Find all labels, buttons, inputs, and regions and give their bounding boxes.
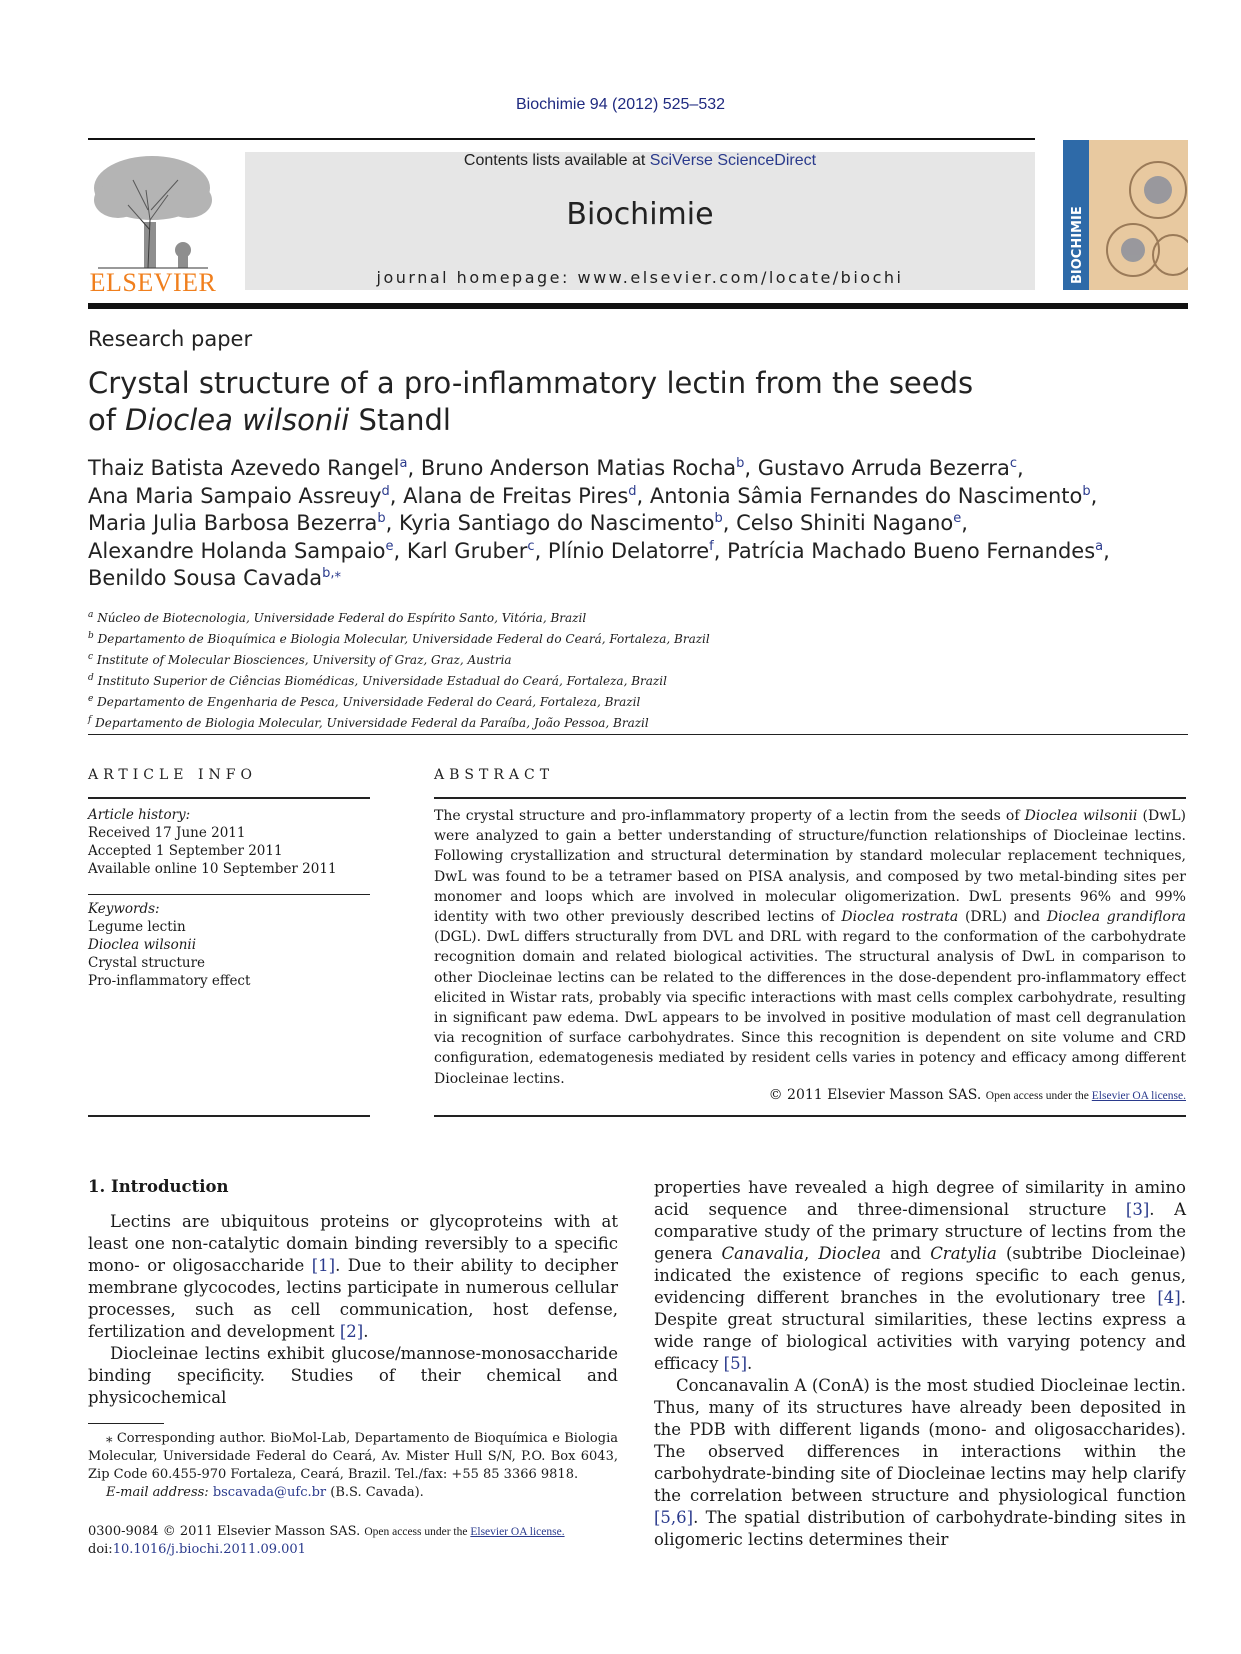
oa-license-link[interactable]: Elsevier OA license.: [1091, 1090, 1186, 1102]
email-link[interactable]: bscavada@ufc.br: [212, 1485, 327, 1500]
author: Antonia Sâmia Fernandes do Nascimento$^b$: [649, 483, 1091, 508]
author: Patrícia Machado Bueno Fernandes$^a$: [727, 538, 1104, 563]
article-info-bottom-rule: [88, 1115, 370, 1117]
reference-link[interactable]: [3]: [1125, 1200, 1150, 1219]
cover-spine-text: BIOCHIMIE: [1070, 206, 1085, 284]
keywords-rule: [88, 894, 370, 895]
paragraph: Diocleinae lectins exhibit glucose/mannose-monosaccharide binding specificity. Studies of their chemical and physicochemical: [88, 1344, 618, 1407]
issn-copyright: 0300-9084 © 2011 Elsevier Masson SAS.: [88, 1524, 365, 1539]
reference-link[interactable]: [5]: [723, 1354, 748, 1373]
received-date: Received 17 June 2011: [88, 825, 246, 841]
author: Alexandre Holanda Sampaio$^e$: [88, 538, 394, 563]
footnote-marker: ⁎: [106, 1431, 113, 1446]
tree-icon: [88, 150, 218, 270]
article-info-heading: ARTICLE INFO: [88, 767, 257, 783]
title-line-2-pre: of: [88, 403, 126, 437]
journal-banner: [245, 152, 1035, 290]
paper-title: [88, 365, 1088, 439]
elsevier-wordmark: ELSEVIER: [89, 268, 217, 297]
reference-link[interactable]: [4]: [1157, 1288, 1181, 1307]
keyword: Legume lectin: [88, 919, 186, 935]
article-info: [88, 806, 370, 878]
online-date: Available online 10 September 2011: [88, 861, 337, 877]
paper-type: Research paper: [88, 327, 253, 351]
page-footer: 0300-9084 © 2011 Elsevier Masson SAS. Open access under the Elsevier OA license. doi:10.1016/j.biochi.2011.09.001: [88, 1524, 565, 1557]
keywords-label: Keywords:: [88, 901, 160, 917]
abstract-heading: ABSTRACT: [434, 767, 555, 783]
reference-link[interactable]: [1]: [311, 1256, 336, 1275]
copyright-text: © 2011 Elsevier Masson SAS.: [768, 1087, 982, 1103]
author: Karl Gruber$^c$: [406, 538, 535, 563]
affiliation: $^b$ Departamento de Bioquímica e Biologia Molecular, Universidade Federal do Ceará, Fortaleza, Brazil: [88, 631, 710, 646]
keywords: [88, 900, 370, 990]
reference-link[interactable]: [2]: [339, 1322, 364, 1341]
email-label: E-mail address:: [106, 1485, 213, 1500]
abstract-rule: [434, 797, 1186, 799]
doi-link[interactable]: 10.1016/j.biochi.2011.09.001: [112, 1542, 306, 1557]
affiliation: $^c$ Institute of Molecular Biosciences, University of Graz, Graz, Austria: [88, 652, 512, 667]
abstract-bottom-rule: [434, 1115, 1186, 1117]
reference-link[interactable]: [5,6]: [654, 1508, 694, 1527]
doi-label: doi:: [88, 1542, 113, 1557]
paragraph: Lectins are ubiquitous proteins or glycoproteins with at least one non-catalytic domain binding reversibly to a specific mono- or oligosaccharide [1]. Due to their ability to decipher membrane glycocodes, lectins participate in numerous cellular processes, such as cell communication, host defense, fertilization and development [2].: [88, 1212, 618, 1341]
footnote-rule: [88, 1423, 164, 1424]
abstract-copyright: [434, 1087, 1186, 1103]
header-bottom-rule: [88, 303, 1188, 309]
header-top-rule: [88, 138, 1035, 140]
author: Kyria Santiago do Nascimento$^b$: [398, 511, 723, 535]
author: Celso Shiniti Nagano$^e$: [736, 511, 962, 535]
accepted-date: Accepted 1 September 2011: [88, 843, 283, 859]
open-access-note: Open access under the Elsevier OA license.: [985, 1090, 1186, 1102]
title-line-2-post: Standl: [349, 403, 451, 437]
journal-cover: [1063, 140, 1188, 290]
abstract-text: The crystal structure and pro-inflammatory property of a lectin from the seeds of Dioclea wilsonii (DwL) were analyzed to gain a better understanding of structure/function relationships of Diocleinae lectins. Following crystallization and structural determination by standard molecular replacement techniques, DwL was found to be a tetramer based on PISA analysis, and composed by two metal-binding sites per monomer and loops which are involved in molecular oligomerization. DwL presents 96% and 99% identity with two other previously described lectins of Dioclea rostrata (DRL) and Dioclea grandiflora (DGL). DwL differs structurally from DVL and DRL with regard to the conformation of the carbohydrate recognition domain and related biological activities. The structural analysis of DwL in comparison to other Diocleinae lectins can be related to the differences in the dose-dependent pro-inflammatory effect elicited in Wistar rats, probably via specific interactions with mast cells complex carbohydrate, resulting in significant paw edema. DwL appears to be involved in positive modulation of mast cell degranulation via recognition of surface carbohydrates. Since this recognition is dependent on site volume and CRD configuration, edematogenesis mediated by resident cells varies in potency and efficacy among different Diocleinae lectins.: [434, 808, 1186, 1087]
contents-line: [245, 152, 1035, 170]
intro-column-right: [654, 1177, 1186, 1551]
author: Alana de Freitas Pires$^d$: [403, 483, 637, 508]
journal-homepage[interactable]: journal homepage: www.elsevier.com/locate/biochi: [376, 268, 904, 287]
cover-spine: [1063, 140, 1089, 290]
author-list: Thaiz Batista Azevedo Rangel$^a$, Bruno Anderson Matias Rocha$^b$, Gustavo Arruda Bezerra$^c$, Ana Maria Sampaio Assreuy$^d$, Alana de Freitas Pires$^d$, Antonia Sâmia Fernandes do Nascimento$^b$, Maria Julia Barbosa Bezerra$^b$, Kyria Santiago do Nascimento$^b$, Celso Shiniti Nagano$^e$, Alexandre Holanda Sampaio$^e$, Karl Gruber$^c$, Plínio Delatorre$^f$, Patrícia Machado Bueno Fernandes$^a$, Benildo Sousa Cavada$^{b,⁎}$: [88, 456, 1110, 590]
journal-name: Biochimie: [566, 197, 714, 232]
author: Thaiz Batista Azevedo Rangel$^a$: [88, 456, 408, 480]
title-species: Dioclea wilsonii: [125, 403, 350, 437]
history-label: Article history:: [88, 807, 191, 823]
author: Ana Maria Sampaio Assreuy$^d$: [88, 483, 390, 508]
contents-prefix: Contents lists available at: [463, 152, 650, 169]
journal-citation[interactable]: Biochimie 94 (2012) 525–532: [515, 96, 726, 113]
keyword: Crystal structure: [88, 955, 206, 971]
keyword: Dioclea wilsonii: [88, 937, 197, 953]
author: Gustavo Arruda Bezerra$^c$: [757, 456, 1017, 480]
affiliation: $^a$ Núcleo de Biotecnologia, Universidade Federal do Espírito Santo, Vitória, Brazil: [88, 610, 587, 625]
section-divider: [88, 734, 1188, 735]
affiliation: $^d$ Instituto Superior de Ciências Biomédicas, Universidade Estadual do Ceará, Fortaleza, Brazil: [88, 673, 667, 688]
elsevier-logo: [88, 150, 218, 298]
affiliations: [88, 606, 1088, 732]
author: Maria Julia Barbosa Bezerra$^b$: [88, 511, 386, 535]
intro-column-left: [88, 1211, 618, 1409]
oa-license-link[interactable]: Elsevier OA license.: [470, 1526, 565, 1538]
title-line-1: Crystal structure of a pro-inflammatory lectin from the seeds: [88, 366, 974, 400]
section-heading-introduction: 1. Introduction: [88, 1177, 229, 1196]
paragraph: properties have revealed a high degree of similarity in amino acid sequence and three-dimensional structure [3]. A comparative study of the primary structure of lectins from the genera Canavalia, Dioclea and Cratylia (subtribe Diocleinae) indicated the existence of regions specific to each genus, evidencing different branches in the evolutionary tree [4]. Despite great structural similarities, these lectins express a wide range of biological activities with varying potency and efficacy [5].: [654, 1178, 1187, 1373]
article-info-rule: [88, 797, 370, 799]
keyword: Pro-inflammatory effect: [88, 973, 251, 989]
corresponding-author-footnote: ⁎ Corresponding author. BioMol-Lab, Departamento de Bioquímica e Biologia Molecular, Universidade Federal do Ceará, Av. Mister Hull S/N, P.O. Box 6043, Zip Code 60.455-970 Fortaleza, Ceará, Brazil. Tel./fax: +55 85 3366 9818. E-mail address: bscavada@ufc.br (B.S. Cavada).: [88, 1431, 618, 1500]
author: Plínio Delatorre$^f$: [547, 538, 714, 563]
affiliation: $^e$ Departamento de Engenharia de Pesca, Universidade Federal do Ceará, Fortaleza, Brazil: [88, 694, 641, 709]
author: Bruno Anderson Matias Rocha$^b$: [420, 456, 745, 480]
sciencedirect-link[interactable]: SciVerse ScienceDirect: [649, 152, 817, 169]
author-corresponding[interactable]: Benildo Sousa Cavada$^{b,⁎}$: [88, 566, 342, 590]
affiliation: $^f$ Departamento de Biologia Molecular, Universidade Federal da Paraíba, João Pessoa, Brazil: [88, 715, 649, 730]
paragraph: Concanavalin A (ConA) is the most studied Diocleinae lectin. Thus, many of its structures have already been deposited in the PDB with different ligands (mono- and oligosaccharides). The observed differences in interactions within the carbohydrate-binding site of Diocleinae lectins may help clarify the correlation between structure and physiological function [5,6]. The spatial distribution of carbohydrate-binding sites in oligomeric lectins determines their: [654, 1376, 1186, 1549]
